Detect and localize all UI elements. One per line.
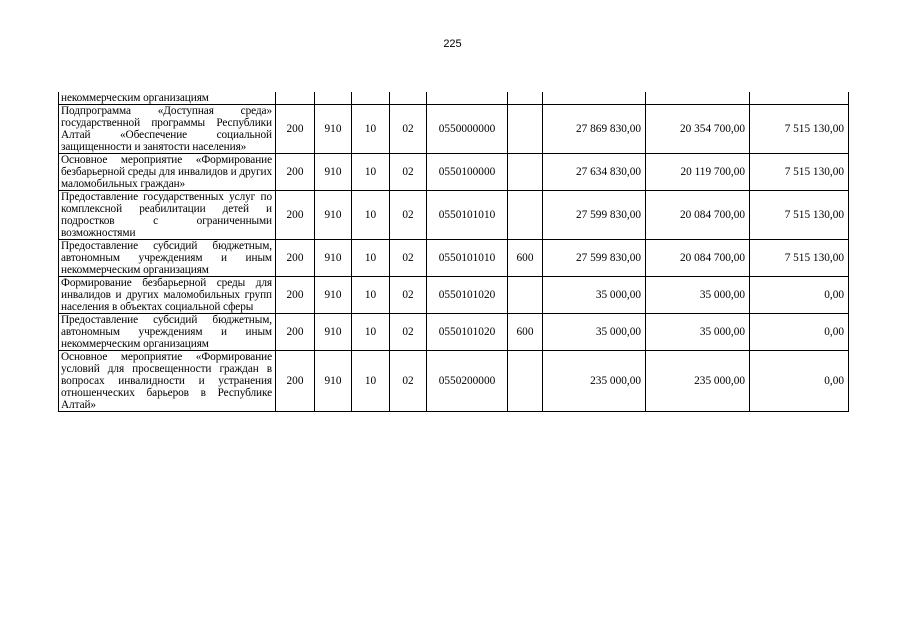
cell-empty xyxy=(543,92,646,105)
department-code: 910 xyxy=(315,277,352,314)
amount-republic: 35 000,00 xyxy=(646,314,750,351)
row-name: Предоставление государственных услуг по комплексной реабилитации детей и подростков с ограниченными возможностями xyxy=(59,191,276,240)
expense-type xyxy=(508,105,543,154)
section-code: 10 xyxy=(352,240,390,277)
amount-total: 35 000,00 xyxy=(543,314,646,351)
subsection-code: 02 xyxy=(390,314,427,351)
subsection-code: 02 xyxy=(390,191,427,240)
cell-empty xyxy=(508,92,543,105)
grbs-code: 200 xyxy=(276,240,315,277)
cell-empty xyxy=(276,92,315,105)
page-number: 225 xyxy=(443,38,462,50)
amount-total: 27 599 830,00 xyxy=(543,240,646,277)
amount-republic: 35 000,00 xyxy=(646,277,750,314)
target-article: 0550000000 xyxy=(427,105,508,154)
table-row xyxy=(59,105,849,154)
amount-federal: 7 515 130,00 xyxy=(750,154,849,191)
table-row xyxy=(59,277,849,314)
amount-total: 27 599 830,00 xyxy=(543,191,646,240)
amount-federal: 7 515 130,00 xyxy=(750,191,849,240)
grbs-code: 200 xyxy=(276,105,315,154)
budget-table xyxy=(58,92,849,412)
target-article: 0550100000 xyxy=(427,154,508,191)
department-code: 910 xyxy=(315,314,352,351)
department-code: 910 xyxy=(315,240,352,277)
target-article: 0550200000 xyxy=(427,351,508,412)
section-code: 10 xyxy=(352,351,390,412)
section-code: 10 xyxy=(352,191,390,240)
amount-republic: 20 119 700,00 xyxy=(646,154,750,191)
cell-empty xyxy=(390,92,427,105)
section-code: 10 xyxy=(352,277,390,314)
table-row xyxy=(59,240,849,277)
table-row xyxy=(59,314,849,351)
table-row xyxy=(59,154,849,191)
department-code: 910 xyxy=(315,191,352,240)
expense-type xyxy=(508,351,543,412)
subsection-code: 02 xyxy=(390,154,427,191)
amount-federal: 0,00 xyxy=(750,277,849,314)
table-row xyxy=(59,351,849,412)
amount-federal: 0,00 xyxy=(750,314,849,351)
target-article: 0550101020 xyxy=(427,277,508,314)
amount-republic: 20 354 700,00 xyxy=(646,105,750,154)
row-name: Формирование безбарьерной среды для инвалидов и других маломобильных групп населения в объектах социальной сферы xyxy=(59,277,276,314)
section-code: 10 xyxy=(352,314,390,351)
row-name: Основное мероприятие «Формирование условий для просвещенности граждан в вопросах инвалидности и устранения отношенческих барьеров в Республике Алтай» xyxy=(59,351,276,412)
amount-total: 35 000,00 xyxy=(543,277,646,314)
amount-republic: 235 000,00 xyxy=(646,351,750,412)
expense-type: 600 xyxy=(508,240,543,277)
cell-empty xyxy=(427,92,508,105)
amount-federal: 7 515 130,00 xyxy=(750,105,849,154)
grbs-code: 200 xyxy=(276,154,315,191)
continuation-row xyxy=(59,92,849,105)
cell-empty xyxy=(646,92,750,105)
grbs-code: 200 xyxy=(276,351,315,412)
expense-type xyxy=(508,154,543,191)
amount-total: 27 869 830,00 xyxy=(543,105,646,154)
target-article: 0550101010 xyxy=(427,191,508,240)
table-body xyxy=(59,92,849,412)
grbs-code: 200 xyxy=(276,191,315,240)
subsection-code: 02 xyxy=(390,351,427,412)
amount-republic: 20 084 700,00 xyxy=(646,240,750,277)
section-code: 10 xyxy=(352,105,390,154)
expense-type: 600 xyxy=(508,314,543,351)
amount-total: 27 634 830,00 xyxy=(543,154,646,191)
subsection-code: 02 xyxy=(390,277,427,314)
cell-empty xyxy=(352,92,390,105)
subsection-code: 02 xyxy=(390,105,427,154)
target-article: 0550101010 xyxy=(427,240,508,277)
amount-republic: 20 084 700,00 xyxy=(646,191,750,240)
table-row xyxy=(59,191,849,240)
row-name: Предоставление субсидий бюджетным, автономным учреждениям и иным некоммерческим организациям xyxy=(59,314,276,351)
cell-empty xyxy=(750,92,849,105)
expense-type xyxy=(508,277,543,314)
expense-type xyxy=(508,191,543,240)
cell-empty xyxy=(315,92,352,105)
amount-total: 235 000,00 xyxy=(543,351,646,412)
grbs-code: 200 xyxy=(276,277,315,314)
department-code: 910 xyxy=(315,154,352,191)
department-code: 910 xyxy=(315,105,352,154)
section-code: 10 xyxy=(352,154,390,191)
subsection-code: 02 xyxy=(390,240,427,277)
row-name: Предоставление субсидий бюджетным, автономным учреждениям и иным некоммерческим организациям xyxy=(59,240,276,277)
amount-federal: 0,00 xyxy=(750,351,849,412)
row-name: Основное мероприятие «Формирование безбарьерной среды для инвалидов и других маломобильных граждан» xyxy=(59,154,276,191)
target-article: 0550101020 xyxy=(427,314,508,351)
grbs-code: 200 xyxy=(276,314,315,351)
row-name: Подпрограмма «Доступная среда» государственной программы Республики Алтай «Обеспечение социальной защищенности и занятости населения» xyxy=(59,105,276,154)
department-code: 910 xyxy=(315,351,352,412)
amount-federal: 7 515 130,00 xyxy=(750,240,849,277)
row-name: некоммерческим организациям xyxy=(59,92,276,105)
